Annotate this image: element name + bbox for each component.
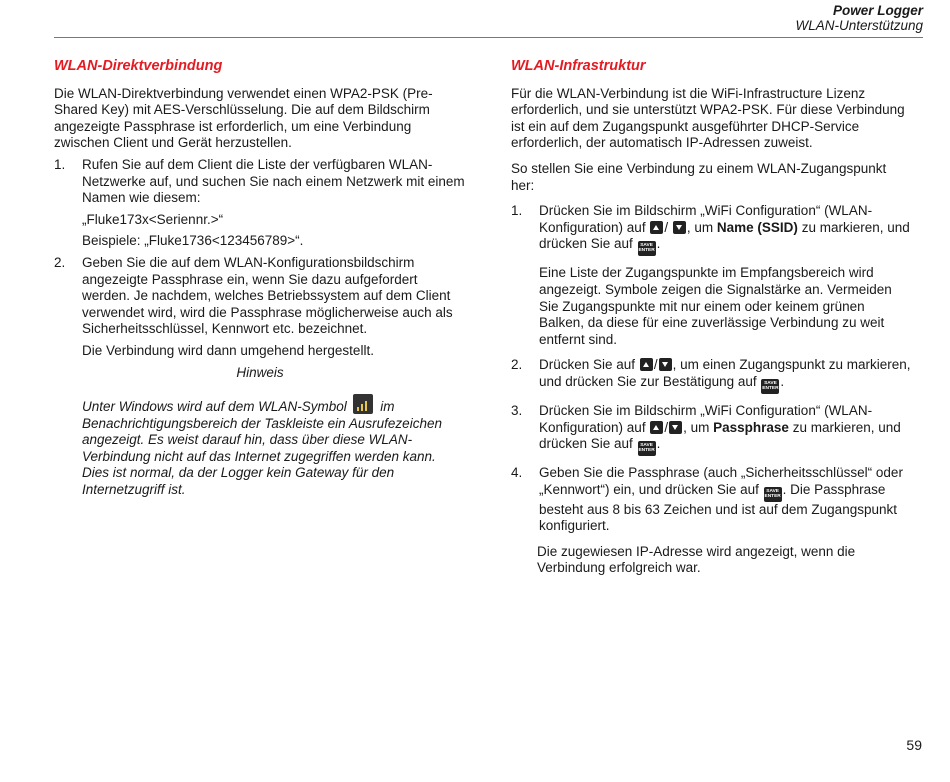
step-number: 2. bbox=[54, 254, 66, 270]
infrastructure-steps bbox=[511, 203, 911, 535]
up-arrow-key-icon bbox=[640, 358, 653, 371]
step-text: Geben Sie die auf dem WLAN-Konfigurationsbildschirm angezeigte Passphrase ein, wenn Sie dazu aufgefordert werden. Je nachdem, welches Betriebssystem auf dem Client verwendet wird, wird die Passphrase möglicherweise auch als Sicherheitsschlüssel, Kennwort etc. bezeichnet. bbox=[82, 254, 453, 337]
step-number: 4. bbox=[511, 465, 523, 481]
section-title-infrastructure: WLAN-Infrastruktur bbox=[511, 58, 646, 74]
step-2 bbox=[54, 255, 466, 360]
note-text bbox=[54, 394, 466, 499]
intro-paragraph: Für die WLAN-Verbindung ist die WiFi-Infrastructure Lizenz erforderlich, und sie unterstützt WPA2-PSK. Für diese Verbindung ist ein auf dem Zugangspunkt ausgeführter DHCP-Service erforderlich, der automatisch IP-Adressen zuweist. bbox=[511, 85, 905, 151]
step-1 bbox=[54, 157, 466, 250]
step-number: 1. bbox=[511, 203, 523, 219]
step-text: Rufen Sie auf dem Client die Liste der verfügbaren WLAN-Netzwerke auf, und suchen Sie nach einem Netzwerk mit einem Namen wie diesem: bbox=[82, 156, 465, 206]
save-enter-key-icon: SAVE ENTER bbox=[764, 487, 782, 502]
step-text: Drücken Sie auf / , um einen Zugangspunkt zu markieren, und drücken Sie zur Bestätigung auf SAVE ENTER . bbox=[539, 357, 911, 394]
step-number: 3. bbox=[511, 402, 523, 418]
save-enter-key-icon: SAVE ENTER bbox=[638, 241, 656, 256]
header-rule bbox=[54, 37, 923, 38]
down-arrow-key-icon bbox=[669, 421, 682, 434]
lead-paragraph: So stellen Sie eine Verbindung zu einem WLAN-Zugangspunkt her: bbox=[511, 160, 887, 193]
header-subtitle: WLAN-Unterstützung bbox=[795, 18, 923, 33]
page-number: 59 bbox=[906, 737, 922, 753]
step-text: Drücken Sie im Bildschirm „WiFi Configuration“ (WLAN-Konfiguration) auf / , um Name (SSID) zu markieren, und drücken Sie auf SAVE ENTER . bbox=[539, 203, 911, 256]
step-result: Die Verbindung wird dann umgehend hergestellt. bbox=[82, 342, 374, 358]
down-arrow-key-icon bbox=[659, 358, 672, 371]
network-name-pattern: „Fluke173x<Seriennr.>“ bbox=[82, 211, 224, 227]
step-1 bbox=[511, 203, 911, 348]
note-heading: Hinweis bbox=[236, 364, 284, 380]
down-arrow-key-icon bbox=[673, 221, 686, 234]
step-4 bbox=[511, 465, 911, 535]
header-title: Power Logger bbox=[832, 3, 923, 18]
step-text: Drücken Sie im Bildschirm „WiFi Configuration“ (WLAN-Konfiguration) auf / , um Passphrase zu markieren, und drücken Sie auf SAVE ENTER . bbox=[539, 403, 911, 456]
intro-paragraph: Die WLAN-Direktverbindung verwendet einen WPA2-PSK (Pre-Shared Key) mit AES-Verschlüsselung. Die auf dem Bildschirm angezeigte Passphrase ist erforderlich, um eine Verbindung zwischen Client und Gerät herzustellen. bbox=[54, 85, 433, 151]
network-name-example: Beispiele: „Fluke1736<123456789>“. bbox=[82, 233, 304, 249]
step-number: 1. bbox=[54, 156, 66, 172]
note-text-end: im Benachrichtigungsbereich der Taskleiste ein Ausrufezeichen angezeigt. Es weist darauf hin, dass über diese WLAN-Verbindung nicht auf das Internet zugegriffen werden kann. Dies ist normal, da der Logger kein Gateway für den Internetzugriff ist. bbox=[82, 399, 442, 498]
step-number: 2. bbox=[511, 357, 523, 373]
step-3 bbox=[511, 403, 911, 456]
note-text-start: Unter Windows wird auf dem WLAN-Symbol bbox=[82, 399, 347, 415]
save-enter-key-icon: SAVE ENTER bbox=[638, 441, 656, 456]
up-arrow-key-icon bbox=[650, 221, 663, 234]
section-title-direct: WLAN-Direktverbindung bbox=[54, 58, 223, 74]
up-arrow-key-icon bbox=[650, 421, 663, 434]
access-point-info: Eine Liste der Zugangspunkte im Empfangsbereich wird angezeigt. Symbole zeigen die Signalstärke an. Vermeiden Sie Zugangspunkte mit nur einem oder keinem grünen Balken, da diese für eine zuverlässige Verbindung zu weit entfernt sind. bbox=[539, 265, 892, 347]
save-enter-key-icon: SAVE ENTER bbox=[761, 379, 779, 394]
step-2 bbox=[511, 357, 911, 394]
closing-paragraph: Die zugewiesen IP-Adresse wird angezeigt, wenn die Verbindung erfolgreich war. bbox=[537, 543, 856, 576]
direct-steps bbox=[54, 157, 466, 360]
wlan-icon bbox=[353, 394, 373, 414]
left-column bbox=[54, 58, 466, 499]
step-text: Geben Sie die Passphrase (auch „Sicherheitsschlüssel“ oder „Kennwort“) ein, und drücken Sie auf SAVE ENTER . Die Passphrase besteht aus 8 bis 63 Zeichen und ist auf dem Zugangspunkt konfiguriert. bbox=[539, 465, 903, 534]
page-header bbox=[795, 3, 923, 33]
right-column bbox=[511, 58, 911, 586]
